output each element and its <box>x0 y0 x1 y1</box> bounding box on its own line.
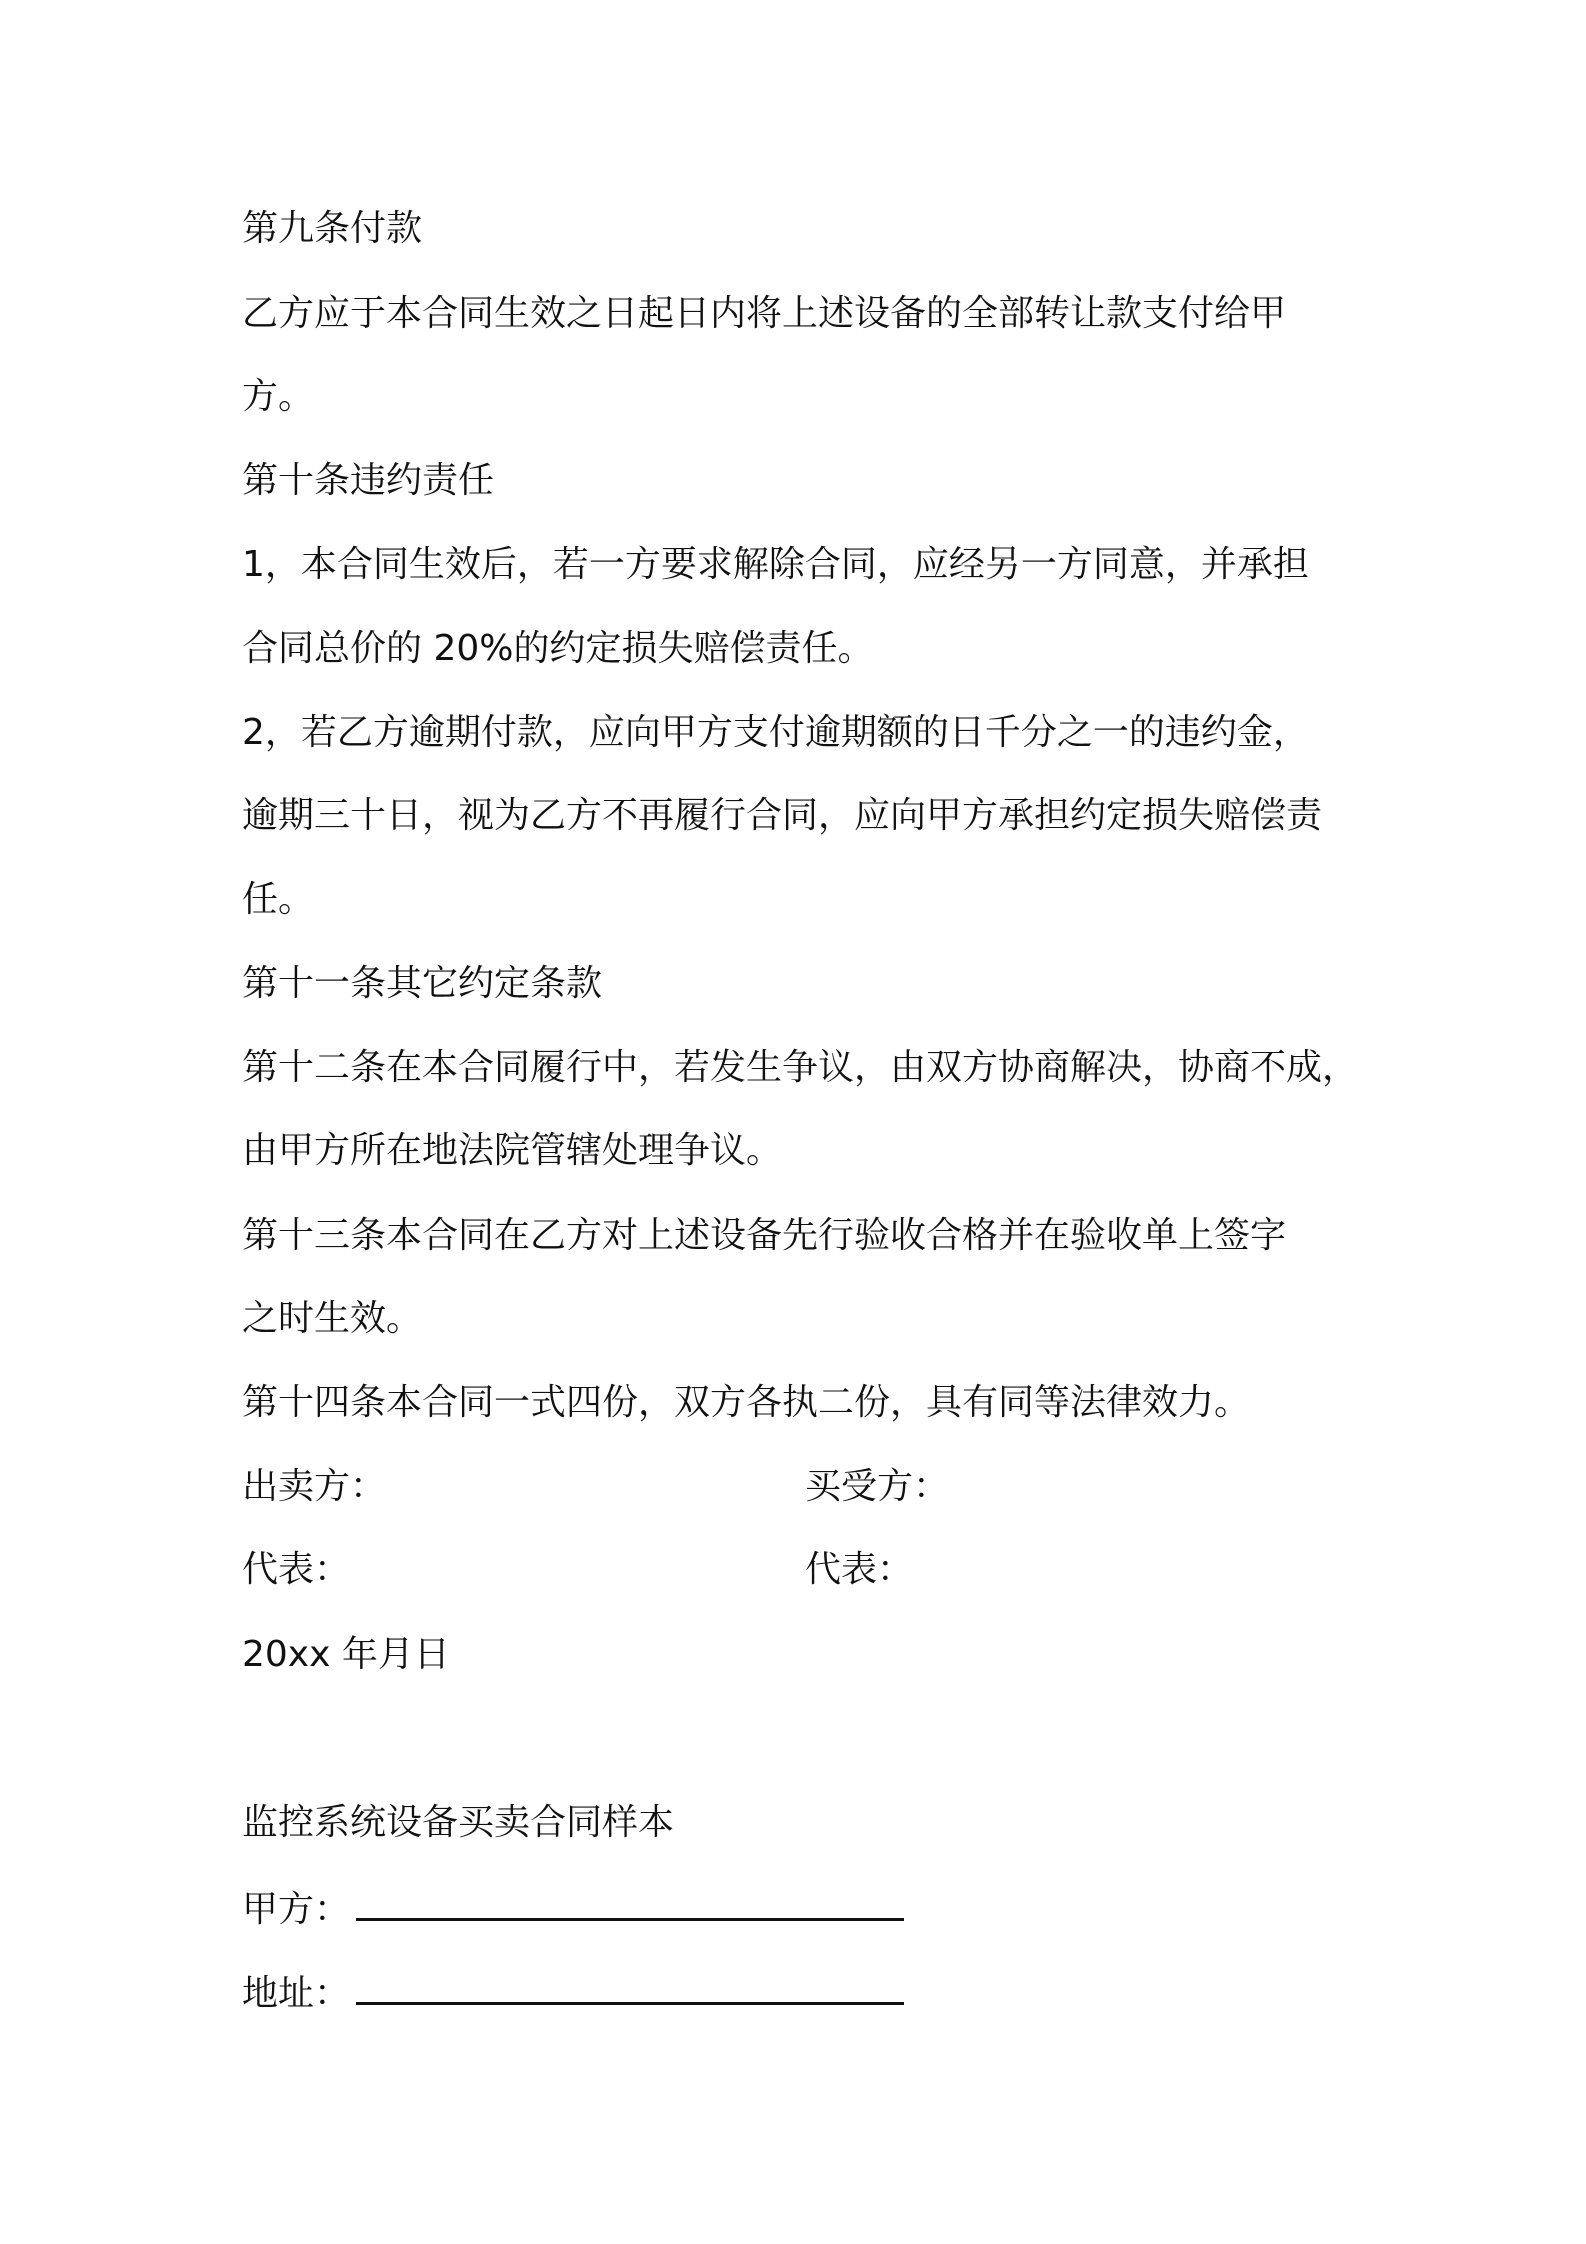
article-10-item-1-line-2: 合同总价的 20%的约定损失赔偿责任。 <box>242 628 874 669</box>
article-11-heading: 第十一条其它约定条款 <box>242 963 603 1004</box>
article-13-line-2: 之时生效。 <box>242 1298 423 1339</box>
address-blank-line[interactable] <box>356 1968 904 2005</box>
seller-representative-label: 代表： <box>242 1549 351 1590</box>
article-12-line-2: 由甲方所在地法院管辖处理争议。 <box>242 1130 783 1171</box>
article-9-heading: 第九条付款 <box>242 208 423 249</box>
party-a-label: 甲方： <box>242 1889 351 1930</box>
article-10-item-2-line-3: 任。 <box>242 879 315 920</box>
article-9-body-line-2: 方。 <box>242 376 315 417</box>
article-14-line-1: 第十四条本合同一式四份，双方各执二份，具有同等法律效力。 <box>242 1382 1251 1423</box>
buyer-representative-label: 代表： <box>805 1549 914 1590</box>
article-10-item-2-line-2: 逾期三十日，视为乙方不再履行合同，应向甲方承担约定损失赔偿责 <box>242 795 1323 836</box>
article-10-item-2-line-1: 2，若乙方逾期付款，应向甲方支付逾期额的日千分之一的违约金， <box>242 712 1309 753</box>
party-a-row <box>242 1884 904 1930</box>
seller-label: 出卖方： <box>242 1466 387 1507</box>
next-contract-title: 监控系统设备买卖合同样本 <box>242 1802 675 1843</box>
address-label: 地址： <box>242 1973 351 2014</box>
article-12-line-1: 第十二条在本合同履行中，若发生争议，由双方协商解决，协商不成， <box>242 1047 1359 1088</box>
article-10-item-1-line-1: 1，本合同生效后，若一方要求解除合同，应经另一方同意，并承担 <box>242 544 1309 585</box>
signing-date: 20xx 年月日 <box>242 1634 450 1675</box>
address-row <box>242 1968 904 2014</box>
party-a-blank-line[interactable] <box>356 1884 904 1921</box>
article-13-line-1: 第十三条本合同在乙方对上述设备先行验收合格并在验收单上签字 <box>242 1215 1287 1256</box>
buyer-label: 买受方： <box>805 1466 950 1507</box>
article-9-body-line-1: 乙方应于本合同生效之日起日内将上述设备的全部转让款支付给甲 <box>242 293 1287 334</box>
article-10-heading: 第十条违约责任 <box>242 460 495 501</box>
